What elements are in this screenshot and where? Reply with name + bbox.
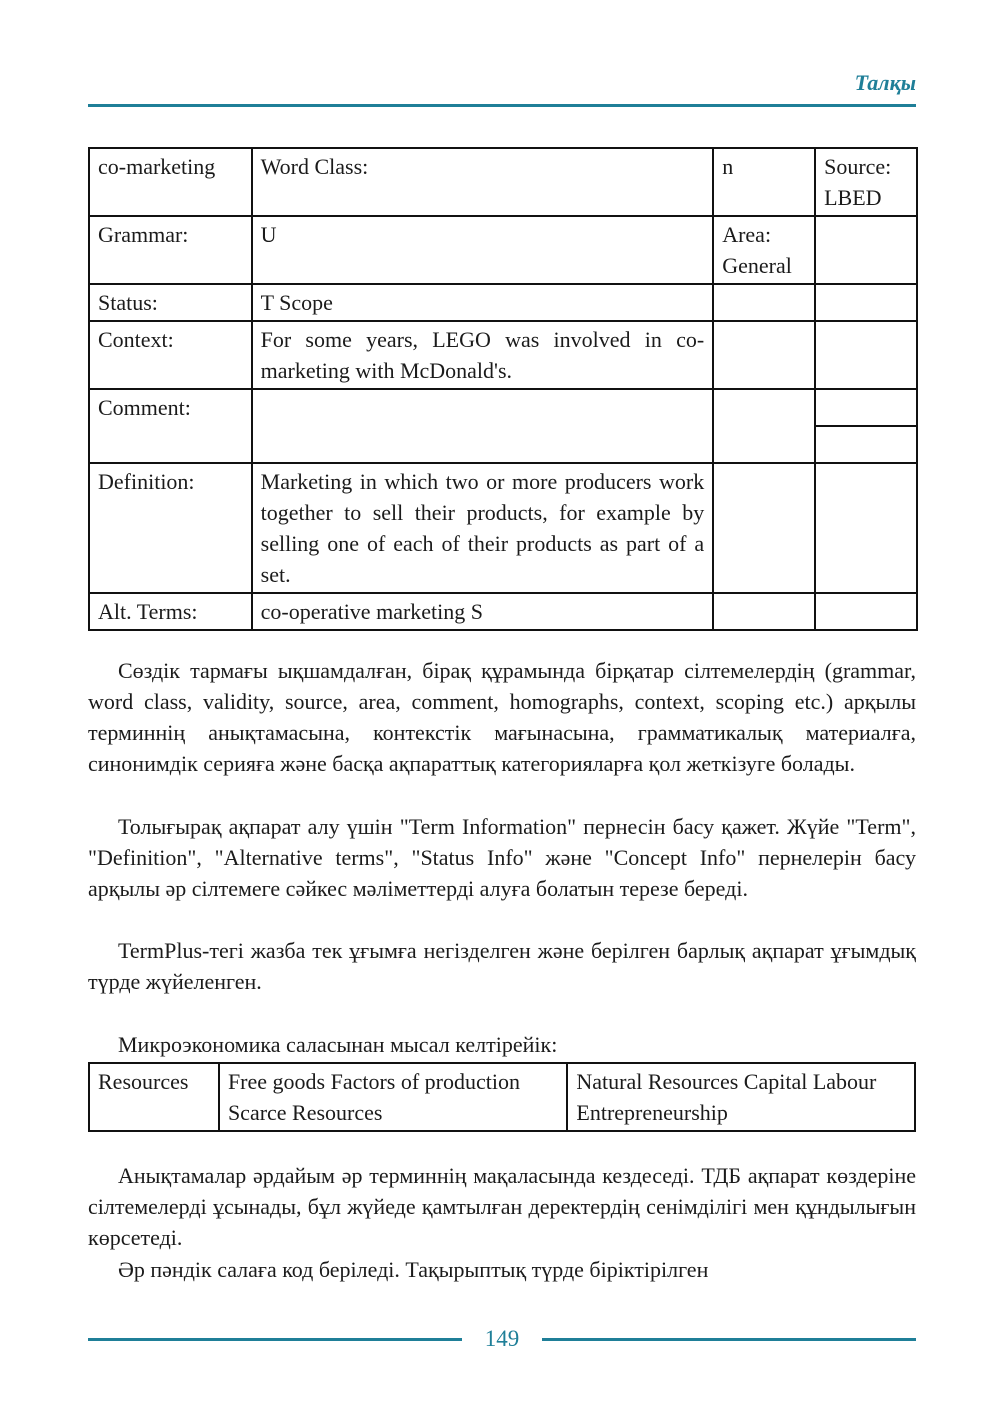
table-row: [89, 321, 917, 389]
comment-label-cell: Comment:: [89, 389, 252, 463]
empty-cell: [713, 463, 815, 593]
paragraph-text: Сөздік тармағы ықшамдалған, бірақ құрамында бірқатар сілтемелердің (grammar, word class, validity, source, area, comment, homographs, context, scoping etc.) арқылы терминнің анықтамасына, контекстік мағынасына, грамматикалық материалға, синонимдік серияға және басқа ақпараттық категорияларға қол жеткізуге болады.: [88, 658, 916, 776]
paragraph-text: TermPlus-тегі жазба тек ұғымға негізделген және берілген барлық ақпарат ұғымдық түрде жүйеленген.: [88, 938, 916, 994]
empty-cell: [713, 593, 815, 630]
empty-cell: [815, 593, 917, 630]
empty-cell: [713, 284, 815, 321]
paragraph: [88, 935, 916, 997]
header-rule: [88, 104, 916, 107]
empty-cell: [815, 284, 917, 321]
context-value-cell: For some years, LEGO was involved in co-marketing with McDonald's.: [252, 321, 714, 389]
microeconomics-table: [88, 1062, 916, 1132]
footer-rule-right: [542, 1338, 916, 1341]
paragraph-text: Әр пәндік салаға код беріледі. Тақырыптық түрде біріктірілген: [118, 1257, 709, 1282]
paragraph: [88, 655, 916, 779]
running-header: Талқы: [854, 70, 916, 95]
page-number: 149: [484, 1326, 520, 1351]
alt-terms-value-cell: co-operative marketing S: [252, 593, 714, 630]
split-cell-top: [816, 390, 916, 427]
footer-rule-left: [88, 1338, 462, 1341]
term-cell: co-marketing: [89, 148, 252, 216]
resources-cell: Resources: [89, 1063, 219, 1131]
definition-label-cell: Definition:: [89, 463, 252, 593]
empty-cell: [815, 463, 917, 593]
paragraph: [88, 811, 916, 904]
grammar-value-cell: U: [252, 216, 714, 284]
paragraph: [88, 1029, 916, 1060]
word-class-value-cell: n: [713, 148, 815, 216]
context-label-cell: Context:: [89, 321, 252, 389]
empty-cell: [815, 216, 917, 284]
paragraph-text: Толығырақ ақпарат алу үшін "Term Information" пернесін басу қажет. Жүйе "Term", "Definition", "Alternative terms", "Status Info" және "Concept Info" пернелерін басу арқылы әр сілтемеге сәйкес мәліметтерді алуға болатын терезе береді.: [88, 814, 916, 901]
paragraph: [88, 1254, 916, 1285]
empty-cell: [713, 321, 815, 389]
table-row: [89, 463, 917, 593]
table-row: [89, 389, 917, 463]
table-row: [89, 216, 917, 284]
comment-value-cell: [252, 389, 714, 463]
split-cell: [815, 389, 917, 463]
split-cell-bottom: [816, 427, 916, 462]
empty-cell: [815, 321, 917, 389]
grammar-label-cell: Grammar:: [89, 216, 252, 284]
empty-cell: [713, 389, 815, 463]
paragraph: [88, 1160, 916, 1253]
definition-value-cell: Marketing in which two or more producers work together to sell their products, for example by selling one of each of their products as part of a set.: [252, 463, 714, 593]
goods-cell: Free goods Factors of production Scarce Resources: [219, 1063, 567, 1131]
word-class-cell: Word Class:: [252, 148, 714, 216]
paragraph-text: Микроэкономика саласынан мысал келтірейік:: [118, 1032, 558, 1057]
source-cell: Source: LBED: [815, 148, 917, 216]
table-row: [89, 284, 917, 321]
table-row: [89, 593, 917, 630]
status-value-cell: T Scope: [252, 284, 714, 321]
natural-resources-cell: Natural Resources Capital Labour Entrepreneurship: [567, 1063, 915, 1131]
status-label-cell: Status:: [89, 284, 252, 321]
area-cell: Area: General: [713, 216, 815, 284]
alt-terms-label-cell: Alt. Terms:: [89, 593, 252, 630]
paragraph-text: Анықтамалар әрдайым әр терминнің мақаласында кездеседі. ТДБ ақпарат көздеріне сілтемелерді ұсынады, бұл жүйеде қамтылған деректердің сенімділігі мен құндылығын көрсетеді.: [88, 1163, 916, 1250]
table-row: [89, 148, 917, 216]
table-row: [89, 1063, 915, 1131]
term-entry-table: [88, 147, 918, 631]
